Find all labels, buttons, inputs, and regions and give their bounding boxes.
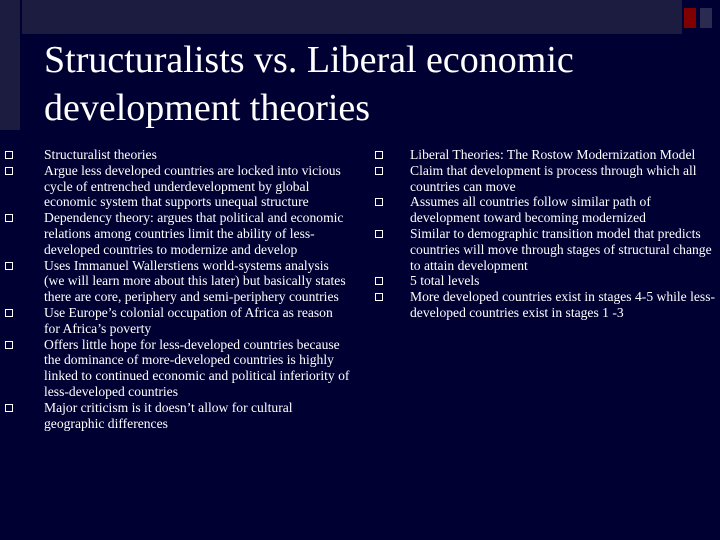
list-item-text: Major criticism is it doesn’t allow for cultural geographic differences: [44, 399, 293, 431]
bullet-square-icon: [375, 151, 383, 159]
right-column: [365, 147, 720, 321]
list-item-text: Argue less developed countries are locked into vicious cycle of entrenched underdevelopment by global economic system that supports unequal structure: [44, 162, 341, 210]
list-item-text: Liberal Theories: The Rostow Modernization Model: [410, 147, 696, 162]
list-item: [0, 337, 350, 400]
list-item: [0, 400, 350, 432]
decorative-left-bar: [0, 0, 20, 130]
slide-title: Structuralists vs. Liberal economic development theories: [44, 39, 574, 129]
list-item: [0, 147, 350, 163]
bullet-square-icon: [5, 262, 13, 270]
list-item-text: More developed countries exist in stages 4-5 while less-developed countries exist in stages 1 -3: [410, 289, 716, 320]
bullet-square-icon: [5, 151, 13, 159]
list-item: [365, 226, 720, 273]
bullet-square-icon: [5, 167, 13, 175]
decorative-square: [700, 8, 712, 28]
decorative-top-bar: [22, 0, 682, 34]
decorative-accent-square: [684, 8, 696, 28]
bullet-square-icon: [5, 214, 13, 222]
list-item: [0, 258, 350, 305]
list-item-text: Claim that development is process through which all countries can move: [410, 162, 697, 194]
list-item: [365, 289, 720, 321]
list-item-text: Use Europe’s colonial occupation of Africa as reason for Africa’s poverty: [44, 304, 333, 336]
list-item-text: Similar to demographic transition model that predicts countries will move through stages of structural change to attain development: [410, 225, 712, 273]
bullet-square-icon: [375, 277, 383, 285]
list-item: [365, 163, 720, 195]
bullet-square-icon: [5, 404, 13, 412]
list-item: [0, 305, 350, 337]
list-item-text: Uses Immanuel Wallerstiens world-systems analysis (we will learn more about this later) but basically states there are core, periphery and semi-periphery countries: [44, 257, 346, 305]
list-item-text: Dependency theory: argues that political and economic relations among countries limit the ability of less-developed countries to modernize and develop: [44, 210, 344, 257]
bullet-square-icon: [375, 293, 383, 301]
list-item-text: Offers little hope for less-developed countries because the dominance of more-developed countries is highly linked to continued economic and political inferiority of less-developed countries: [44, 336, 350, 399]
bullet-square-icon: [5, 309, 13, 317]
bullet-square-icon: [5, 341, 13, 349]
list-item: [365, 194, 720, 226]
list-item: [365, 147, 720, 163]
list-item-text: Structuralist theories: [44, 147, 157, 162]
bullet-square-icon: [375, 198, 383, 206]
list-item: [365, 273, 720, 289]
list-item: [0, 163, 350, 210]
left-column: [0, 147, 350, 431]
list-item: [0, 210, 350, 257]
bullet-square-icon: [375, 230, 383, 238]
list-item-text: Assumes all countries follow similar path of development toward becoming modernized: [410, 194, 651, 226]
list-item-text: 5 total levels: [410, 273, 480, 289]
bullet-square-icon: [375, 167, 383, 175]
